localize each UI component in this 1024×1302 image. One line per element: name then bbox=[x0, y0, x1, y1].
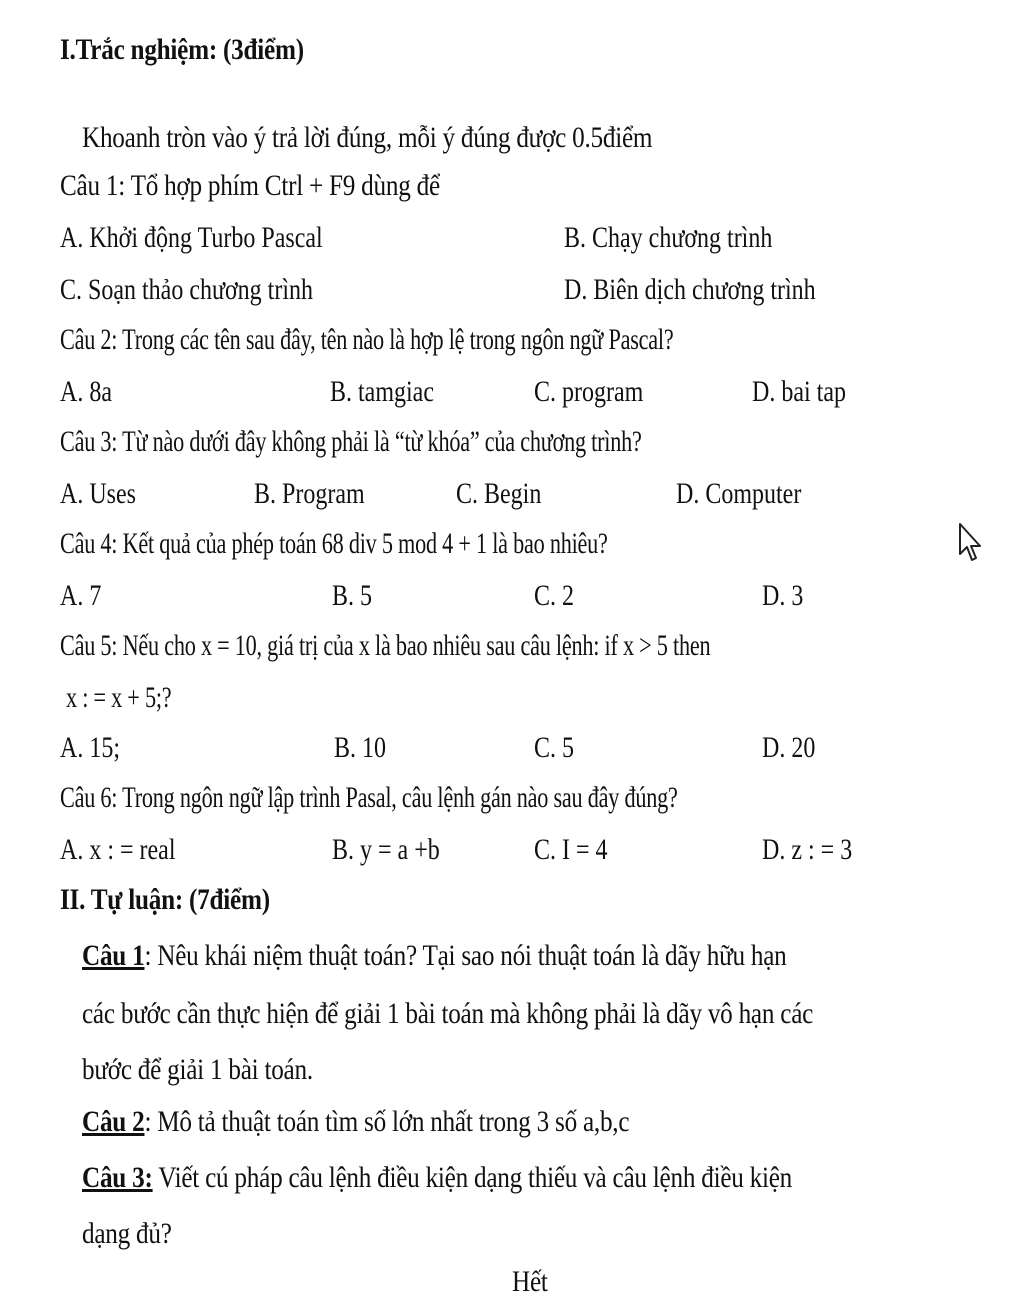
essay-question-3-line2: dạng đủ? bbox=[82, 1217, 172, 1250]
question-1: Câu 1: Tổ hợp phím Ctrl + F9 dùng để bbox=[60, 169, 440, 202]
question-3: Câu 3: Từ nào dưới đây không phải là “từ khóa” của chương trình? bbox=[60, 425, 642, 458]
question-2: Câu 2: Trong các tên sau đây, tên nào là hợp lệ trong ngôn ngữ Pascal? bbox=[60, 323, 674, 356]
essay-2-text: : Mô tả thuật toán tìm số lớn nhất trong 3 số a,b,c bbox=[144, 1105, 630, 1138]
q6-option-b: B. y = a +b bbox=[332, 833, 440, 866]
q4-option-c: C. 2 bbox=[534, 579, 575, 612]
q4-option-a: A. 7 bbox=[60, 579, 102, 612]
essay-question-2 bbox=[82, 1102, 629, 1142]
question-5-continued: x : = x + 5;? bbox=[66, 681, 172, 714]
essay-3-label: Câu 3: bbox=[82, 1161, 153, 1194]
q5-option-d: D. 20 bbox=[762, 731, 816, 764]
q5-option-a: A. 15; bbox=[60, 731, 120, 764]
q6-option-d: D. z : = 3 bbox=[762, 833, 853, 866]
q4-option-d: D. 3 bbox=[762, 579, 804, 612]
mouse-pointer-icon bbox=[958, 522, 984, 566]
q3-option-d: D. Computer bbox=[676, 477, 802, 510]
q3-option-c: C. Begin bbox=[456, 477, 542, 510]
question-4: Câu 4: Kết quả của phép toán 68 div 5 mod 4 + 1 là bao nhiêu? bbox=[60, 527, 608, 560]
q1-option-b: B. Chạy chương trình bbox=[564, 221, 773, 254]
q1-option-c: C. Soạn thảo chương trình bbox=[60, 273, 314, 306]
part2-heading: II. Tự luận: (7điểm) bbox=[60, 883, 270, 916]
q5-option-c: C. 5 bbox=[534, 731, 575, 764]
essay-question-1-line2: các bước cần thực hiện để giải 1 bài toán mà không phải là dãy vô hạn các bbox=[82, 997, 814, 1030]
essay-2-label: Câu 2 bbox=[82, 1105, 145, 1138]
q5-option-b: B. 10 bbox=[334, 731, 387, 764]
q2-option-d: D. bai tap bbox=[752, 375, 846, 408]
q6-option-a: A. x : = real bbox=[60, 833, 176, 866]
q3-option-b: B. Program bbox=[254, 477, 365, 510]
q1-option-d: D. Biên dịch chương trình bbox=[564, 273, 816, 306]
q1-option-a: A. Khởi động Turbo Pascal bbox=[60, 221, 323, 254]
essay-question-1-line3: bước để giải 1 bài toán. bbox=[82, 1053, 313, 1086]
question-6: Câu 6: Trong ngôn ngữ lập trình Pasal, câu lệnh gán nào sau đây đúng? bbox=[60, 781, 678, 814]
q2-option-a: A. 8a bbox=[60, 375, 112, 408]
q2-option-c: C. program bbox=[534, 375, 644, 408]
essay-1-label: Câu 1 bbox=[82, 939, 145, 972]
q3-option-a: A. Uses bbox=[60, 477, 136, 510]
q2-option-b: B. tamgiac bbox=[330, 375, 434, 408]
part1-heading: I.Trắc nghiệm: (3điểm) bbox=[60, 33, 304, 66]
essay-question-3 bbox=[82, 1158, 792, 1198]
essay-question-1 bbox=[82, 936, 787, 976]
essay-1-text: : Nêu khái niệm thuật toán? Tại sao nói thuật toán là dãy hữu hạn bbox=[144, 939, 787, 972]
instruction: Khoanh tròn vào ý trả lời đúng, mỗi ý đúng được 0.5điểm bbox=[82, 121, 653, 154]
footer-end: Hết bbox=[512, 1265, 548, 1298]
q6-option-c: C. I = 4 bbox=[534, 833, 608, 866]
question-5: Câu 5: Nếu cho x = 10, giá trị của x là bao nhiêu sau câu lệnh: if x > 5 then bbox=[60, 629, 711, 662]
essay-3-text: Viết cú pháp câu lệnh điều kiện dạng thiếu và câu lệnh điều kiện bbox=[152, 1161, 793, 1194]
q4-option-b: B. 5 bbox=[332, 579, 373, 612]
